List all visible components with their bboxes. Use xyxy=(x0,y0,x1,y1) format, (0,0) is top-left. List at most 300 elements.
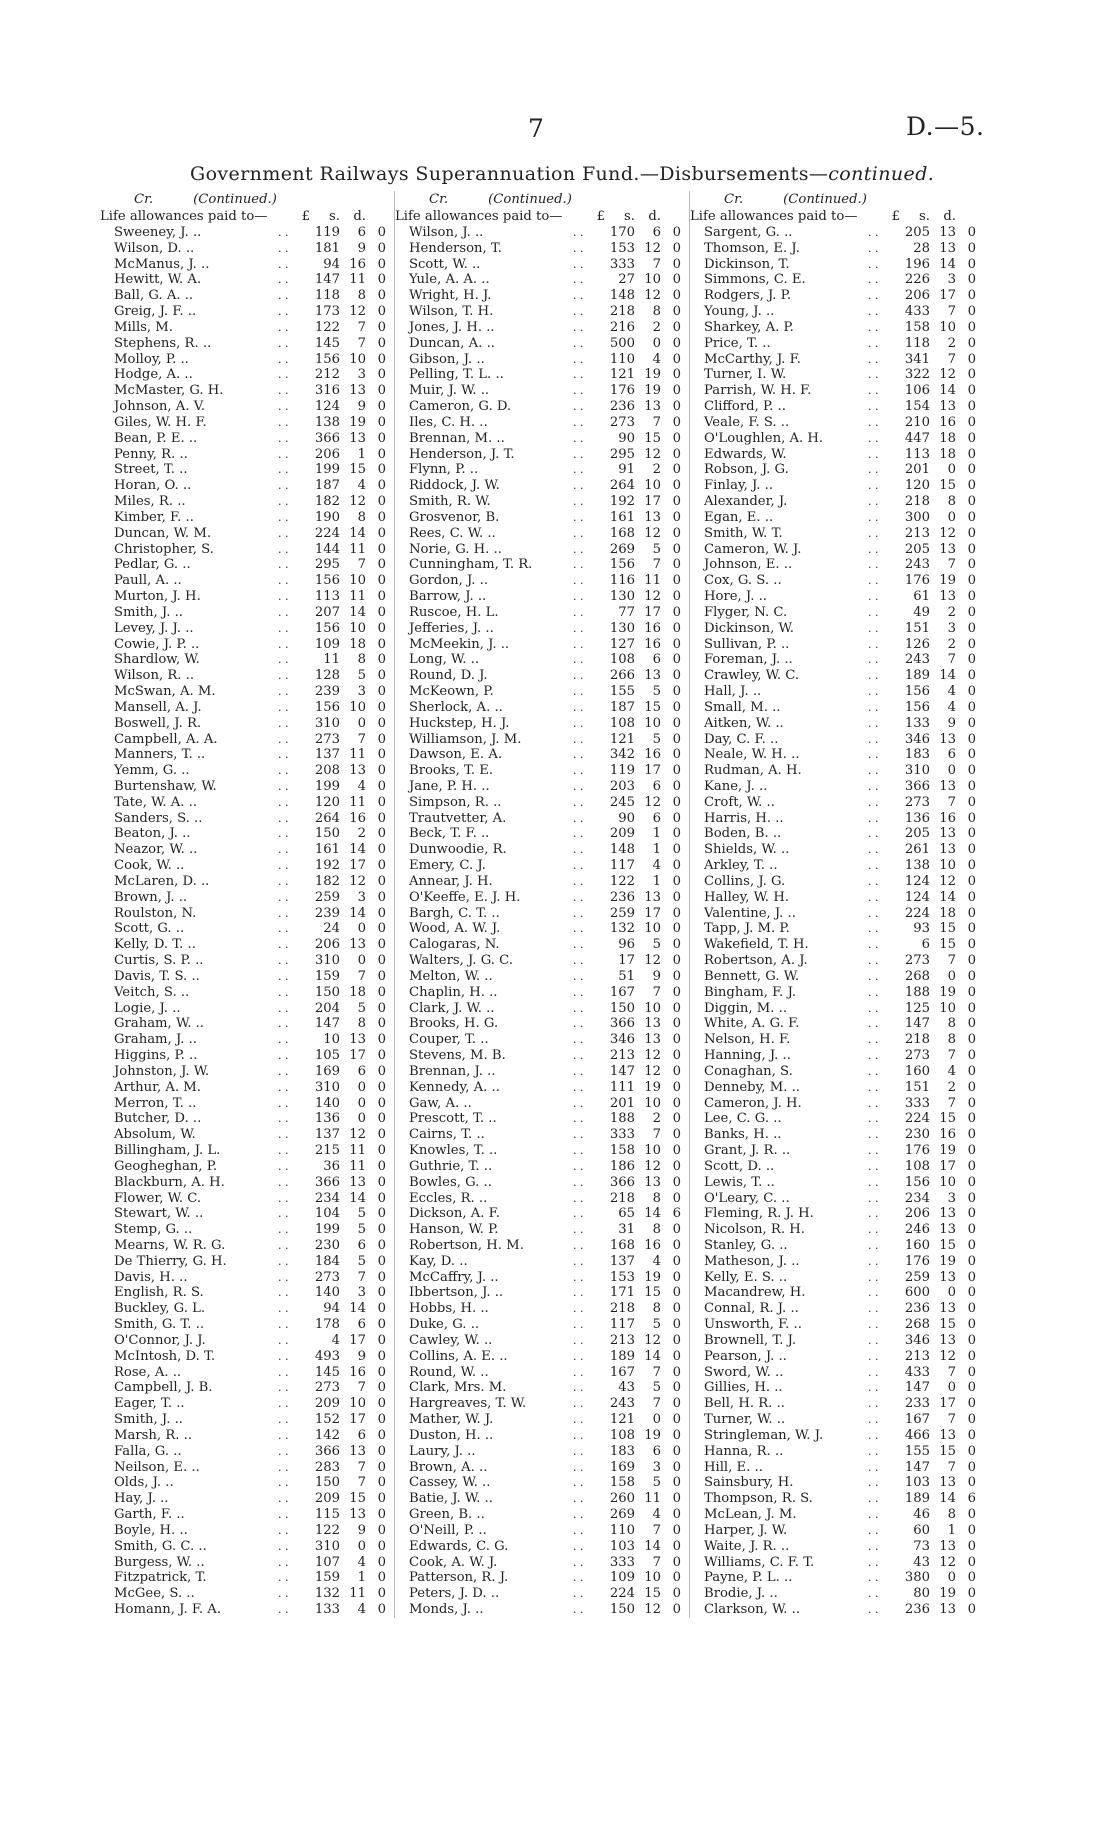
payee-name: Gillies, H. .. xyxy=(704,1380,783,1396)
amount-pence: 0 xyxy=(967,1602,976,1618)
amount-pence: 0 xyxy=(377,810,386,826)
leader-dots: . . xyxy=(868,526,879,540)
pence-header: d. xyxy=(648,209,661,224)
amount-pounds: 239 xyxy=(314,905,340,921)
amount-shillings: 0 xyxy=(357,715,366,731)
amount-shillings: 17 xyxy=(349,858,366,874)
leader-dots: . . xyxy=(573,241,584,255)
leader-dots: . . xyxy=(278,415,289,429)
amount-shillings: 12 xyxy=(349,494,366,510)
list-item xyxy=(690,700,984,716)
leader-dots: . . xyxy=(868,510,879,524)
amount-shillings: 19 xyxy=(939,573,956,589)
amount-pounds: 433 xyxy=(904,304,930,320)
amount-shillings: 0 xyxy=(947,509,956,525)
leader-dots: . . xyxy=(573,289,584,303)
amount-shillings: 4 xyxy=(652,351,661,367)
amount-shillings: 2 xyxy=(652,462,661,478)
leader-dots: . . xyxy=(573,1017,584,1031)
amount-pounds: 150 xyxy=(314,984,340,1000)
amount-pence: 0 xyxy=(672,272,681,288)
payee-name: Prescott, T. .. xyxy=(409,1111,497,1127)
leader-dots: . . xyxy=(278,431,289,445)
payee-name: Dawson, E. A. xyxy=(409,747,503,763)
amount-pounds: 31 xyxy=(618,1222,635,1238)
title-continued: continued. xyxy=(828,163,935,185)
amount-shillings: 13 xyxy=(939,1538,956,1554)
amount-pence: 0 xyxy=(377,240,386,256)
amount-shillings: 7 xyxy=(357,1380,366,1396)
leader-dots: . . xyxy=(573,1112,584,1126)
amount-pence: 0 xyxy=(672,1190,681,1206)
amount-pence: 0 xyxy=(377,905,386,921)
amount-shillings: 12 xyxy=(644,240,661,256)
amount-pounds: 273 xyxy=(904,794,930,810)
list-item xyxy=(100,431,394,447)
amount-pence: 0 xyxy=(967,573,976,589)
leader-dots: . . xyxy=(573,716,584,730)
list-item xyxy=(690,336,984,352)
leader-dots: . . xyxy=(278,827,289,841)
leader-dots: . . xyxy=(868,574,879,588)
payee-name: Neilson, E. .. xyxy=(114,1459,200,1475)
payee-name: Green, B. .. xyxy=(409,1507,485,1523)
list-item xyxy=(690,1586,984,1602)
list-item xyxy=(395,795,689,811)
amount-pounds: 209 xyxy=(314,1396,340,1412)
leader-dots: . . xyxy=(278,1017,289,1031)
cr-label: Cr. xyxy=(724,192,744,207)
amount-pounds: 145 xyxy=(314,335,340,351)
list-item xyxy=(395,1491,689,1507)
pounds-header: £ xyxy=(301,209,310,224)
amount-pounds: 147 xyxy=(314,272,340,288)
leader-dots: . . xyxy=(573,795,584,809)
amount-pounds: 333 xyxy=(609,256,635,272)
payee-name: Cunningham, T. R. xyxy=(409,557,533,573)
amount-pence: 0 xyxy=(377,1127,386,1143)
amount-shillings: 8 xyxy=(652,1301,661,1317)
list-item xyxy=(100,1159,394,1175)
amount-pounds: 130 xyxy=(609,620,635,636)
leader-dots: . . xyxy=(573,1270,584,1284)
amount-shillings: 7 xyxy=(947,1364,956,1380)
payee-name: Paull, A. .. xyxy=(114,573,182,589)
amount-pence: 0 xyxy=(967,335,976,351)
amount-shillings: 4 xyxy=(357,478,366,494)
amount-pence: 0 xyxy=(672,1063,681,1079)
list-item xyxy=(690,1444,984,1460)
payee-name: Cook, A. W. J. xyxy=(409,1554,498,1570)
amount-pence: 0 xyxy=(967,1332,976,1348)
leader-dots: . . xyxy=(278,653,289,667)
leader-dots: . . xyxy=(868,1539,879,1553)
leader-dots: . . xyxy=(868,352,879,366)
amount-shillings: 14 xyxy=(349,842,366,858)
amount-pounds: 161 xyxy=(314,842,340,858)
payee-name: Bingham, F. J. xyxy=(704,984,797,1000)
amount-pence: 0 xyxy=(377,557,386,573)
leader-dots: . . xyxy=(868,764,879,778)
payee-name: Wilson, J. .. xyxy=(409,225,484,240)
amount-shillings: 2 xyxy=(652,1111,661,1127)
amount-pence: 0 xyxy=(967,225,976,240)
payee-name: Macandrew, H. xyxy=(704,1285,806,1301)
payee-name: Hewitt, W. A. xyxy=(114,272,202,288)
amount-pounds: 153 xyxy=(609,240,635,256)
payee-name: Cook, W. .. xyxy=(114,858,185,874)
amount-pence: 0 xyxy=(672,335,681,351)
leader-dots: . . xyxy=(868,1080,879,1094)
amount-pounds: 310 xyxy=(314,715,340,731)
list-item xyxy=(690,732,984,748)
list-item xyxy=(395,969,689,985)
amount-pence: 0 xyxy=(672,1285,681,1301)
list-item xyxy=(100,336,394,352)
amount-pence: 0 xyxy=(377,1364,386,1380)
list-item xyxy=(395,1602,689,1618)
amount-pence: 0 xyxy=(377,525,386,541)
amount-pence: 0 xyxy=(672,1253,681,1269)
leader-dots: . . xyxy=(573,653,584,667)
amount-pence: 0 xyxy=(967,1570,976,1586)
leader-dots: . . xyxy=(278,621,289,635)
amount-pounds: 380 xyxy=(904,1570,930,1586)
leader-dots: . . xyxy=(573,1444,584,1458)
payee-name: Brown, A. .. xyxy=(409,1459,488,1475)
payee-name: Rudman, A. H. xyxy=(704,763,802,779)
leader-dots: . . xyxy=(278,1460,289,1474)
amount-pounds: 28 xyxy=(913,240,930,256)
amount-shillings: 12 xyxy=(939,367,956,383)
amount-pence: 0 xyxy=(377,288,386,304)
leader-dots: . . xyxy=(573,1349,584,1363)
amount-shillings: 0 xyxy=(357,1079,366,1095)
amount-pence: 0 xyxy=(672,953,681,969)
column-header-cr xyxy=(690,191,984,208)
amount-pence: 0 xyxy=(967,256,976,272)
list-item xyxy=(690,621,984,637)
amount-pounds: 136 xyxy=(314,1111,340,1127)
amount-pence: 0 xyxy=(377,589,386,605)
amount-pence: 0 xyxy=(377,1174,386,1190)
amount-shillings: 0 xyxy=(357,953,366,969)
payee-name: Blackburn, A. H. xyxy=(114,1174,225,1190)
amount-pence: 0 xyxy=(967,873,976,889)
list-item xyxy=(690,779,984,795)
amount-shillings: 17 xyxy=(349,1332,366,1348)
amount-shillings: 3 xyxy=(357,684,366,700)
amount-shillings: 14 xyxy=(349,525,366,541)
list-item xyxy=(690,462,984,478)
leader-dots: . . xyxy=(868,1096,879,1110)
list-item xyxy=(690,874,984,890)
amount-shillings: 13 xyxy=(349,1507,366,1523)
amount-pence: 0 xyxy=(967,1206,976,1222)
list-item xyxy=(395,668,689,684)
amount-pence: 0 xyxy=(377,351,386,367)
amount-shillings: 8 xyxy=(947,494,956,510)
leader-dots: . . xyxy=(868,605,879,619)
amount-shillings: 4 xyxy=(357,1602,366,1618)
list-item xyxy=(395,1412,689,1428)
amount-shillings: 11 xyxy=(349,747,366,763)
amount-pence: 0 xyxy=(672,1348,681,1364)
amount-pounds: 230 xyxy=(904,1127,930,1143)
leader-dots: . . xyxy=(278,1397,289,1411)
leader-dots: . . xyxy=(573,1571,584,1585)
amount-pence: 0 xyxy=(967,810,976,826)
amount-pounds: 226 xyxy=(904,272,930,288)
amount-pounds: 140 xyxy=(314,1285,340,1301)
payee-name: Cairns, T. .. xyxy=(409,1127,485,1143)
amount-shillings: 7 xyxy=(652,256,661,272)
payee-name: Cox, G. S. .. xyxy=(704,573,782,589)
leader-dots: . . xyxy=(573,1587,584,1601)
amount-pounds: 147 xyxy=(314,1016,340,1032)
amount-shillings: 1 xyxy=(652,826,661,842)
payee-name: Henderson, T. xyxy=(409,240,502,256)
list-item xyxy=(395,225,689,241)
payee-name: Bennett, G. W. xyxy=(704,968,800,984)
payee-name: Dickson, A. F. xyxy=(409,1206,500,1222)
list-item xyxy=(395,811,689,827)
leader-dots: . . xyxy=(868,558,879,572)
amount-pence: 0 xyxy=(377,1063,386,1079)
amount-shillings: 14 xyxy=(939,889,956,905)
amount-shillings: 3 xyxy=(357,367,366,383)
amount-pounds: 500 xyxy=(609,335,635,351)
amount-shillings: 1 xyxy=(652,842,661,858)
amount-pounds: 234 xyxy=(904,1190,930,1206)
amount-shillings: 16 xyxy=(644,747,661,763)
list-item xyxy=(690,1222,984,1238)
leader-dots: . . xyxy=(573,1397,584,1411)
amount-shillings: 7 xyxy=(652,1127,661,1143)
list-item xyxy=(395,937,689,953)
amount-pence: 0 xyxy=(967,1364,976,1380)
amount-pence: 0 xyxy=(377,747,386,763)
payee-name: Campbell, J. B. xyxy=(114,1380,213,1396)
amount-pounds: 170 xyxy=(609,225,635,240)
amount-pounds: 224 xyxy=(609,1586,635,1602)
amount-pence: 0 xyxy=(377,1443,386,1459)
amount-pounds: 207 xyxy=(314,604,340,620)
payee-name: Scott, W. .. xyxy=(409,256,481,272)
amount-shillings: 8 xyxy=(947,1507,956,1523)
list-item xyxy=(395,304,689,320)
list-item xyxy=(395,1238,689,1254)
payee-name: Greig, J. F. .. xyxy=(114,304,197,320)
leader-dots: . . xyxy=(278,811,289,825)
payee-name: Veale, F. S. .. xyxy=(704,414,790,430)
amount-shillings: 7 xyxy=(357,335,366,351)
leader-dots: . . xyxy=(868,1460,879,1474)
payee-name: Chaplin, H. .. xyxy=(409,984,498,1000)
leader-dots: . . xyxy=(868,226,879,239)
amount-pence: 0 xyxy=(967,383,976,399)
leader-dots: . . xyxy=(278,938,289,952)
list-item xyxy=(100,1507,394,1523)
amount-pounds: 366 xyxy=(609,1016,635,1032)
amount-shillings: 13 xyxy=(349,1443,366,1459)
amount-pounds: 148 xyxy=(609,288,635,304)
payee-name: Garth, F. .. xyxy=(114,1507,185,1523)
amount-pence: 0 xyxy=(377,414,386,430)
leader-dots: . . xyxy=(278,637,289,651)
payee-name: Rose, A. .. xyxy=(114,1364,182,1380)
amount-pence: 0 xyxy=(967,889,976,905)
amount-pence: 0 xyxy=(377,1586,386,1602)
amount-shillings: 13 xyxy=(939,1475,956,1491)
list-item xyxy=(100,1222,394,1238)
payee-name: Williamson, J. M. xyxy=(409,731,522,747)
leader-dots: . . xyxy=(278,906,289,920)
amount-pounds: 154 xyxy=(904,399,930,415)
amount-pounds: 183 xyxy=(609,1443,635,1459)
amount-pounds: 132 xyxy=(314,1586,340,1602)
leader-dots: . . xyxy=(573,1049,584,1063)
payee-name: Egan, E. .. xyxy=(704,509,774,525)
list-item xyxy=(100,367,394,383)
list-item xyxy=(100,320,394,336)
amount-pence: 0 xyxy=(967,1048,976,1064)
leader-dots: . . xyxy=(573,859,584,873)
amount-pence: 0 xyxy=(377,1412,386,1428)
list-item xyxy=(100,1080,394,1096)
amount-pounds: 188 xyxy=(609,1111,635,1127)
amount-pence: 0 xyxy=(377,383,386,399)
amount-pence: 0 xyxy=(967,1174,976,1190)
list-item xyxy=(690,1191,984,1207)
payee-name: Iles, C. H. .. xyxy=(409,414,488,430)
amount-shillings: 12 xyxy=(644,288,661,304)
list-item xyxy=(690,1523,984,1539)
amount-shillings: 15 xyxy=(349,1491,366,1507)
payee-name: Collins, J. G. xyxy=(704,873,786,889)
amount-pounds: 168 xyxy=(609,525,635,541)
amount-pounds: 169 xyxy=(314,1063,340,1079)
list-item xyxy=(100,1475,394,1491)
amount-shillings: 8 xyxy=(357,509,366,525)
list-item xyxy=(100,1523,394,1539)
list-item xyxy=(395,478,689,494)
amount-pounds: 433 xyxy=(904,1364,930,1380)
leader-dots: . . xyxy=(278,1270,289,1284)
list-item xyxy=(100,447,394,463)
amount-pence: 0 xyxy=(377,1032,386,1048)
amount-pence: 0 xyxy=(672,763,681,779)
payee-name: O'Connor, J. J. xyxy=(114,1332,206,1348)
payee-name: Lee, C. G. .. xyxy=(704,1111,782,1127)
amount-pence: 0 xyxy=(672,652,681,668)
payee-name: O'Keeffe, E. J. H. xyxy=(409,889,521,905)
amount-pence: 6 xyxy=(967,1491,976,1507)
amount-shillings: 10 xyxy=(644,1095,661,1111)
amount-pounds: 113 xyxy=(904,446,930,462)
amount-pounds: 218 xyxy=(609,304,635,320)
amount-pounds: 104 xyxy=(314,1206,340,1222)
amount-pounds: 158 xyxy=(904,319,930,335)
amount-pence: 0 xyxy=(672,826,681,842)
amount-pence: 0 xyxy=(377,256,386,272)
amount-shillings: 12 xyxy=(644,525,661,541)
amount-shillings: 2 xyxy=(947,1079,956,1095)
amount-shillings: 5 xyxy=(652,1317,661,1333)
amount-pounds: 246 xyxy=(904,1222,930,1238)
payee-name: Beck, T. F. .. xyxy=(409,826,490,842)
amount-shillings: 8 xyxy=(357,652,366,668)
payee-name: Lewis, T. .. xyxy=(704,1174,775,1190)
amount-shillings: 13 xyxy=(644,509,661,525)
payee-name: Brown, J. .. xyxy=(114,889,188,905)
amount-pounds: 187 xyxy=(314,478,340,494)
amount-pounds: 213 xyxy=(904,1348,930,1364)
amount-pence: 0 xyxy=(672,778,681,794)
payee-name: Hodge, A. .. xyxy=(114,367,193,383)
amount-shillings: 12 xyxy=(644,794,661,810)
leader-dots: . . xyxy=(278,1144,289,1158)
amount-shillings: 16 xyxy=(349,1364,366,1380)
leader-dots: . . xyxy=(278,859,289,873)
payee-name: Batie, J. W. .. xyxy=(409,1491,493,1507)
amount-pence: 0 xyxy=(967,858,976,874)
leader-dots: . . xyxy=(868,906,879,920)
amount-shillings: 2 xyxy=(947,636,956,652)
payee-name: Campbell, A. A. xyxy=(114,731,218,747)
payee-name: Higgins, P. .. xyxy=(114,1048,198,1064)
amount-shillings: 11 xyxy=(349,589,366,605)
leader-dots: . . xyxy=(278,1049,289,1063)
leader-dots: . . xyxy=(573,1460,584,1474)
amount-pounds: 130 xyxy=(609,589,635,605)
amount-shillings: 17 xyxy=(644,905,661,921)
leader-dots: . . xyxy=(868,1318,879,1332)
payee-name: Johnston, J. W. xyxy=(114,1063,210,1079)
amount-pounds: 189 xyxy=(904,1491,930,1507)
amount-pence: 0 xyxy=(377,335,386,351)
list-item xyxy=(100,985,394,1001)
leader-dots: . . xyxy=(573,1128,584,1142)
amount-pounds: 176 xyxy=(904,573,930,589)
list-item xyxy=(395,399,689,415)
amount-pence: 0 xyxy=(672,256,681,272)
leader-dots: . . xyxy=(278,1444,289,1458)
leader-dots: . . xyxy=(573,621,584,635)
leader-dots: . . xyxy=(573,1159,584,1173)
payee-name: Davis, T. S. .. xyxy=(114,968,200,984)
amount-pence: 0 xyxy=(377,1538,386,1554)
list-item xyxy=(100,906,394,922)
leader-dots: . . xyxy=(573,637,584,651)
amount-pence: 0 xyxy=(672,589,681,605)
payee-name: Emery, C. J. xyxy=(409,858,486,874)
list-item xyxy=(690,716,984,732)
leader-dots: . . xyxy=(868,1064,879,1078)
leader-dots: . . xyxy=(868,1112,879,1126)
amount-shillings: 13 xyxy=(349,937,366,953)
list-item xyxy=(395,605,689,621)
amount-pence: 0 xyxy=(967,778,976,794)
amount-shillings: 12 xyxy=(644,1048,661,1064)
leader-dots: . . xyxy=(868,653,879,667)
amount-pounds: 333 xyxy=(609,1127,635,1143)
amount-pence: 0 xyxy=(672,968,681,984)
payee-name: Johnson, E. .. xyxy=(704,557,793,573)
amount-pence: 0 xyxy=(672,1412,681,1428)
amount-pence: 0 xyxy=(672,1554,681,1570)
amount-shillings: 0 xyxy=(947,763,956,779)
